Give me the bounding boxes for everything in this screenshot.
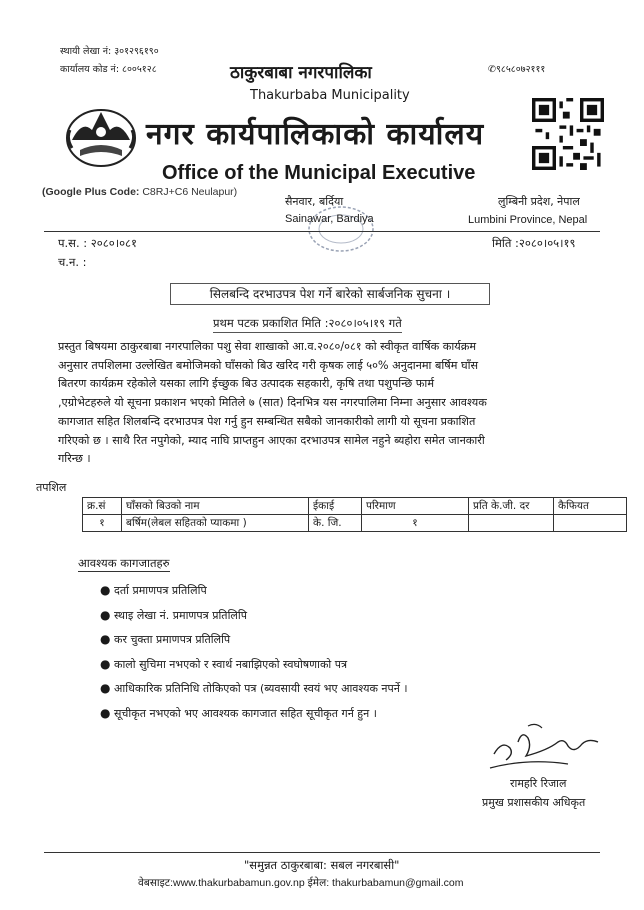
body-line: गरिएको छ । साथै रित नपुगेको, म्याद नाघि प्राप्तहुन आएका दरभाउपत्र सामेल नहुने ब्यहोरा समेत जानकारी (58, 433, 485, 447)
office-code: कार्यालय कोड नं: ८००५१२८ (60, 64, 157, 75)
nepal-emblem-logo (62, 100, 140, 170)
table-cell: १ (362, 515, 469, 532)
municipality-name-en: Thakurbaba Municipality (250, 88, 410, 103)
google-plus-code (42, 186, 237, 198)
location-en: Sainawar, Bardiya (285, 213, 374, 225)
list-item (100, 701, 408, 726)
province-en: Lumbini Province, Nepal (468, 214, 588, 226)
signatory-post: प्रमुख प्रशासकीय अधिकृत (482, 796, 586, 809)
qr-code (532, 98, 604, 170)
signatory-name: रामहरि रिजाल (510, 777, 567, 790)
province-np: लुम्बिनी प्रदेश, नेपाल (498, 195, 580, 208)
dispatch-number: च.न. : (58, 255, 87, 269)
bullet-icon: ● (100, 632, 111, 646)
header-divider (44, 231, 600, 232)
body-line: गरिन्छ । (58, 452, 91, 466)
office-title-np: नगर कार्यपालिकाको कार्यालय (146, 117, 485, 152)
handwritten-signature (488, 720, 606, 778)
requirement-text: कालो सुचिमा नभएको र स्वार्थ नबाझिएको स्वघोषणाको पत्र (114, 657, 348, 671)
footer-slogan: "समुन्नत ठाकुरबाबा: सबल नगरबासी" (244, 858, 400, 872)
table-header: ईकाई (309, 498, 362, 515)
schedule-label: तपशिल (36, 481, 67, 494)
table-cell (469, 515, 554, 532)
notice-body (58, 338, 610, 469)
table-cell: के. जि. (309, 515, 362, 532)
list-item (100, 652, 408, 677)
location-np: सैनवार, बर्दिया (285, 195, 344, 208)
list-item (100, 603, 408, 628)
letter-date: मिति :२०८०।०५।१९ (492, 236, 576, 250)
list-item (100, 627, 408, 652)
table-cell (554, 515, 627, 532)
table-row (83, 515, 627, 532)
phone-number: ✆९८५८०७२१११ (488, 64, 546, 75)
office-title-en: Office of the Municipal Executive (162, 162, 476, 184)
first-published-date: प्रथम पटक प्रकाशित मिति :२०८०।०५।१९ गते (213, 316, 402, 333)
body-line: ,एग्रोभेटहरुले यो सूचना प्रकाशन भएको मितिले ७ (सात) दिनभित्र यस नगरपालिमा निम्ना अनुसार आवश्यक (58, 396, 487, 410)
body-line: बितरण कार्यक्रम रहेकोले यसका लागि ईच्छुक बिउ उत्पादक सहकारी, कृषि तथा पशुपन्छि फार्म (58, 377, 435, 391)
list-item (100, 676, 408, 701)
bullet-icon: ● (100, 607, 111, 622)
bullet-icon: ● (100, 656, 111, 671)
permanent-account-number: स्थायी लेखा नं: ३०१२९६१९० (60, 46, 159, 57)
municipality-name-np: ठाकुरबाबा नगरपालिका (230, 63, 372, 83)
google-plus-code-label: (Google Plus Code: (42, 186, 140, 198)
notice-subject: सिलबन्दि दरभाउपत्र पेश गर्ने बारेको सार्बजनिक सुचना । (170, 283, 490, 305)
list-item (100, 578, 408, 603)
table-header: घाँसको बिउको नाम (122, 498, 309, 515)
bullet-icon: ● (100, 681, 111, 695)
table-header: प्रति के.जी. दर (469, 498, 554, 515)
table-cell: बर्षिम(लेबल सहितको प्याकमा ) (122, 515, 309, 532)
table-header-row (83, 498, 627, 515)
body-line: कागजात सहित शिलबन्दि दरभाउपत्र पेश गर्नु हुन सम्बन्धित सबैको जानकारीको लागी यो सूचना प्रकाशित (58, 414, 476, 428)
table-header: परिमाण (362, 498, 469, 515)
table-cell: १ (83, 515, 122, 532)
footer-contact: वेबसाइट:www.thakurbabamun.gov.np ईमेल: thakurbabamun@gmail.com (138, 877, 464, 889)
table-header: क्र.सं (83, 498, 122, 515)
requirement-text: आधिकारिक प्रतिनिधि तोकिएको पत्र (ब्यवसायी स्वयं भए आवश्यक नपर्ने । (114, 682, 408, 695)
requirements-heading: आवश्यक कागजातहरु (78, 556, 170, 570)
google-plus-code-value: C8RJ+C6 Neulapur) (142, 186, 238, 198)
letter-number: प.स. : २०८०।०८१ (58, 236, 138, 250)
requirement-text: कर चुक्ता प्रमाणपत्र प्रतिलिपि (114, 633, 231, 646)
bullet-icon: ● (100, 583, 111, 597)
requirement-text: दर्ता प्रमाणपत्र प्रतिलिपि (114, 584, 207, 597)
table-header: कैफियत (554, 498, 627, 515)
items-table (82, 497, 627, 532)
requirements-list (100, 578, 408, 725)
bullet-icon: ● (100, 705, 111, 720)
office-stamp (305, 204, 377, 254)
requirement-text: सूचीकृत नभएको भए आवश्यक कागजात सहित सूचीकृत गर्न हुन । (114, 706, 377, 720)
requirement-text: स्थाइ लेखा नं. प्रमाणपत्र प्रतिलिपि (114, 608, 247, 622)
body-line: अनुसार तपशिलमा उल्लेखित बमोजिमको घाँसको बिउ खरिद गरी कृषक लाई ५०% अनुदानमा बर्षिम घाँस (58, 358, 479, 372)
body-line: प्रस्तुत बिषयमा ठाकुरबाबा नगरपालिका पशु सेवा शाखाको आ.व.२०८०/०८१ को स्वीकृत वार्षिक कार्यक्रम (58, 340, 477, 353)
footer-divider (44, 852, 600, 853)
